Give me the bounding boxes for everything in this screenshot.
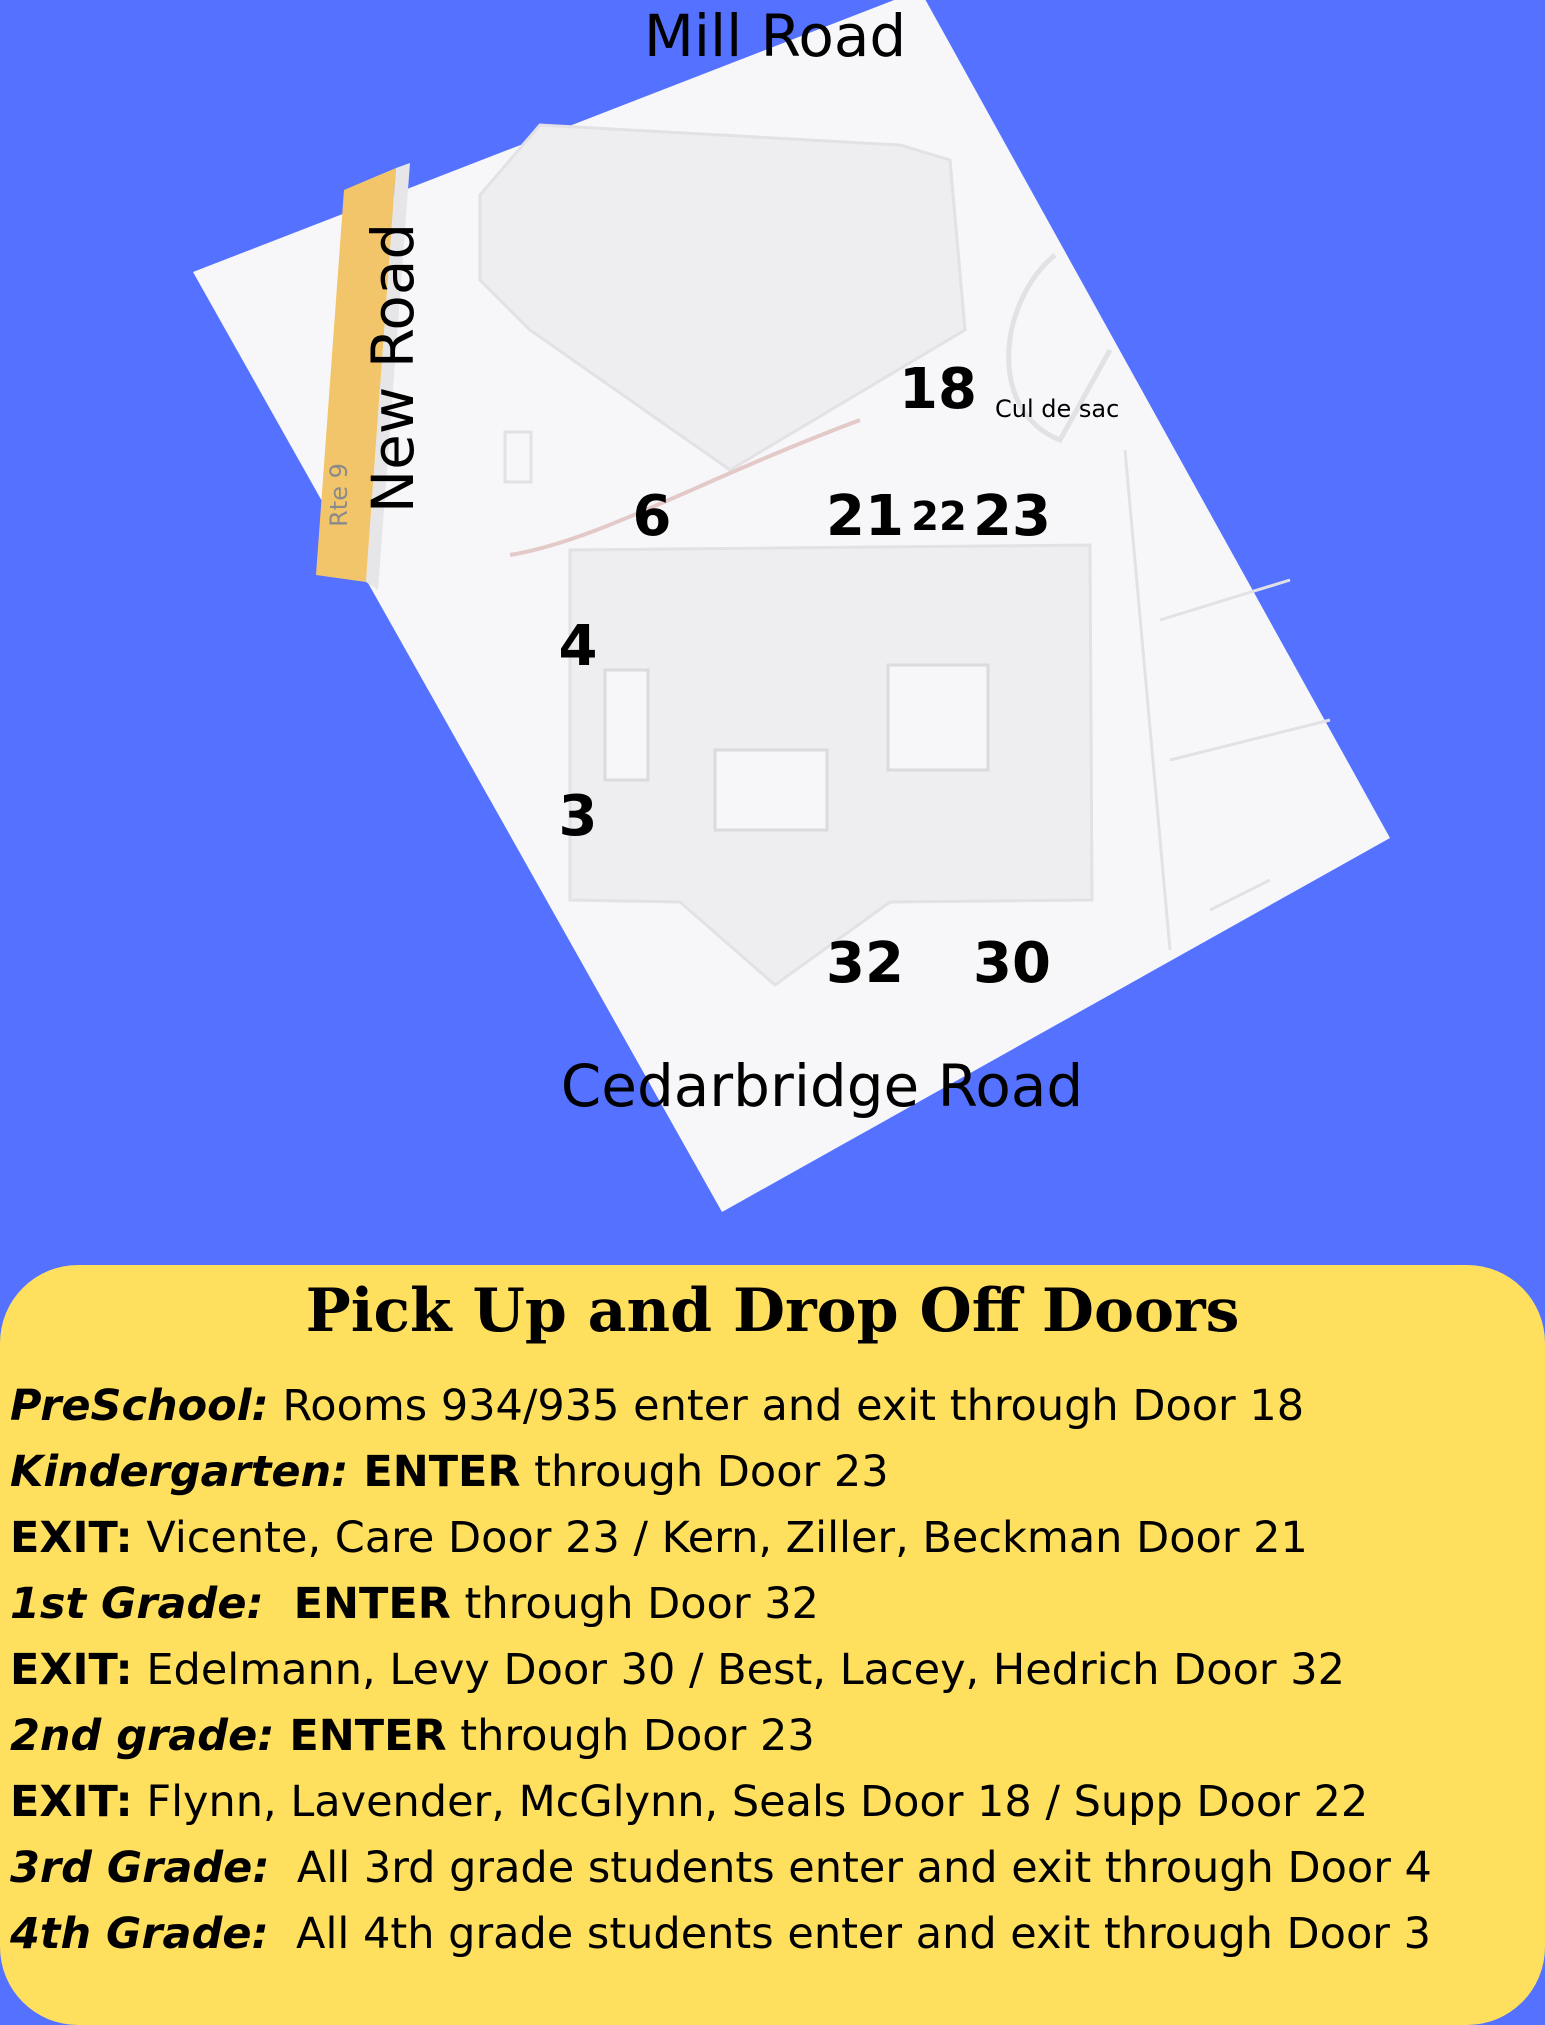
line-lead: 4th Grade: bbox=[10, 1909, 269, 1959]
line-lead: 1st Grade: bbox=[10, 1579, 264, 1629]
line-text: through Door 23 bbox=[520, 1447, 889, 1497]
line-lead: 3rd Grade: bbox=[10, 1843, 270, 1893]
courtyard-left bbox=[605, 670, 648, 780]
line-lead: EXIT: bbox=[10, 1777, 133, 1827]
line-kindergarten bbox=[10, 1446, 889, 1498]
line-bold: ENTER bbox=[348, 1447, 521, 1497]
door-6-label: 6 bbox=[632, 484, 672, 549]
door-3-label: 3 bbox=[558, 784, 598, 849]
door-30-label: 30 bbox=[973, 931, 1051, 996]
line-preschool bbox=[10, 1380, 1304, 1432]
line-1st-grade bbox=[10, 1578, 819, 1630]
line-1st-grade-exit bbox=[10, 1644, 1345, 1696]
line-text: All 3rd grade students enter and exit through Door 4 bbox=[269, 1843, 1432, 1893]
line-text: through Door 32 bbox=[450, 1579, 819, 1629]
line-bold: ENTER bbox=[263, 1579, 451, 1629]
line-lead: EXIT: bbox=[10, 1645, 133, 1695]
line-lead: EXIT: bbox=[10, 1513, 133, 1563]
door-22-label: 22 bbox=[911, 494, 967, 540]
line-text: All 4th grade students enter and exit through Door 3 bbox=[268, 1909, 1431, 1959]
small-lot bbox=[505, 432, 531, 482]
courtyard-center bbox=[715, 750, 827, 830]
mill-road-label: Mill Road bbox=[643, 2, 907, 70]
line-3rd-grade bbox=[10, 1842, 1432, 1894]
door-18-label: 18 bbox=[899, 357, 977, 422]
door-4-label: 4 bbox=[558, 614, 598, 679]
panel-title: Pick Up and Drop Off Doors bbox=[305, 1276, 1240, 1346]
new-road-label: New Road bbox=[359, 222, 427, 514]
line-bold: ENTER bbox=[274, 1711, 447, 1761]
line-lead: 2nd grade: bbox=[10, 1711, 275, 1761]
cedarbridge-road-label: Cedarbridge Road bbox=[560, 1052, 1084, 1120]
line-lead: PreSchool: bbox=[10, 1381, 269, 1431]
route-9-label: Rte 9 bbox=[325, 463, 353, 527]
line-text: Rooms 934/935 enter and exit through Door 18 bbox=[268, 1381, 1305, 1431]
line-2nd-grade bbox=[10, 1710, 815, 1762]
door-32-label: 32 bbox=[826, 931, 904, 996]
line-2nd-grade-exit bbox=[10, 1776, 1368, 1828]
courtyard-right bbox=[888, 665, 988, 770]
line-4th-grade bbox=[10, 1908, 1431, 1960]
line-text: through Door 23 bbox=[446, 1711, 815, 1761]
line-text: Flynn, Lavender, McGlynn, Seals Door 18 / Supp Door 22 bbox=[132, 1777, 1369, 1827]
cul-de-sac-label: Cul de sac bbox=[995, 395, 1120, 423]
door-21-label: 21 bbox=[826, 484, 904, 549]
line-lead: Kindergarten: bbox=[10, 1447, 349, 1497]
line-text: Edelmann, Levy Door 30 / Best, Lacey, Hedrich Door 32 bbox=[132, 1645, 1345, 1695]
door-23-label: 23 bbox=[973, 484, 1051, 549]
line-text: Vicente, Care Door 23 / Kern, Ziller, Beckman Door 21 bbox=[132, 1513, 1308, 1563]
line-kindergarten-exit bbox=[10, 1512, 1308, 1564]
